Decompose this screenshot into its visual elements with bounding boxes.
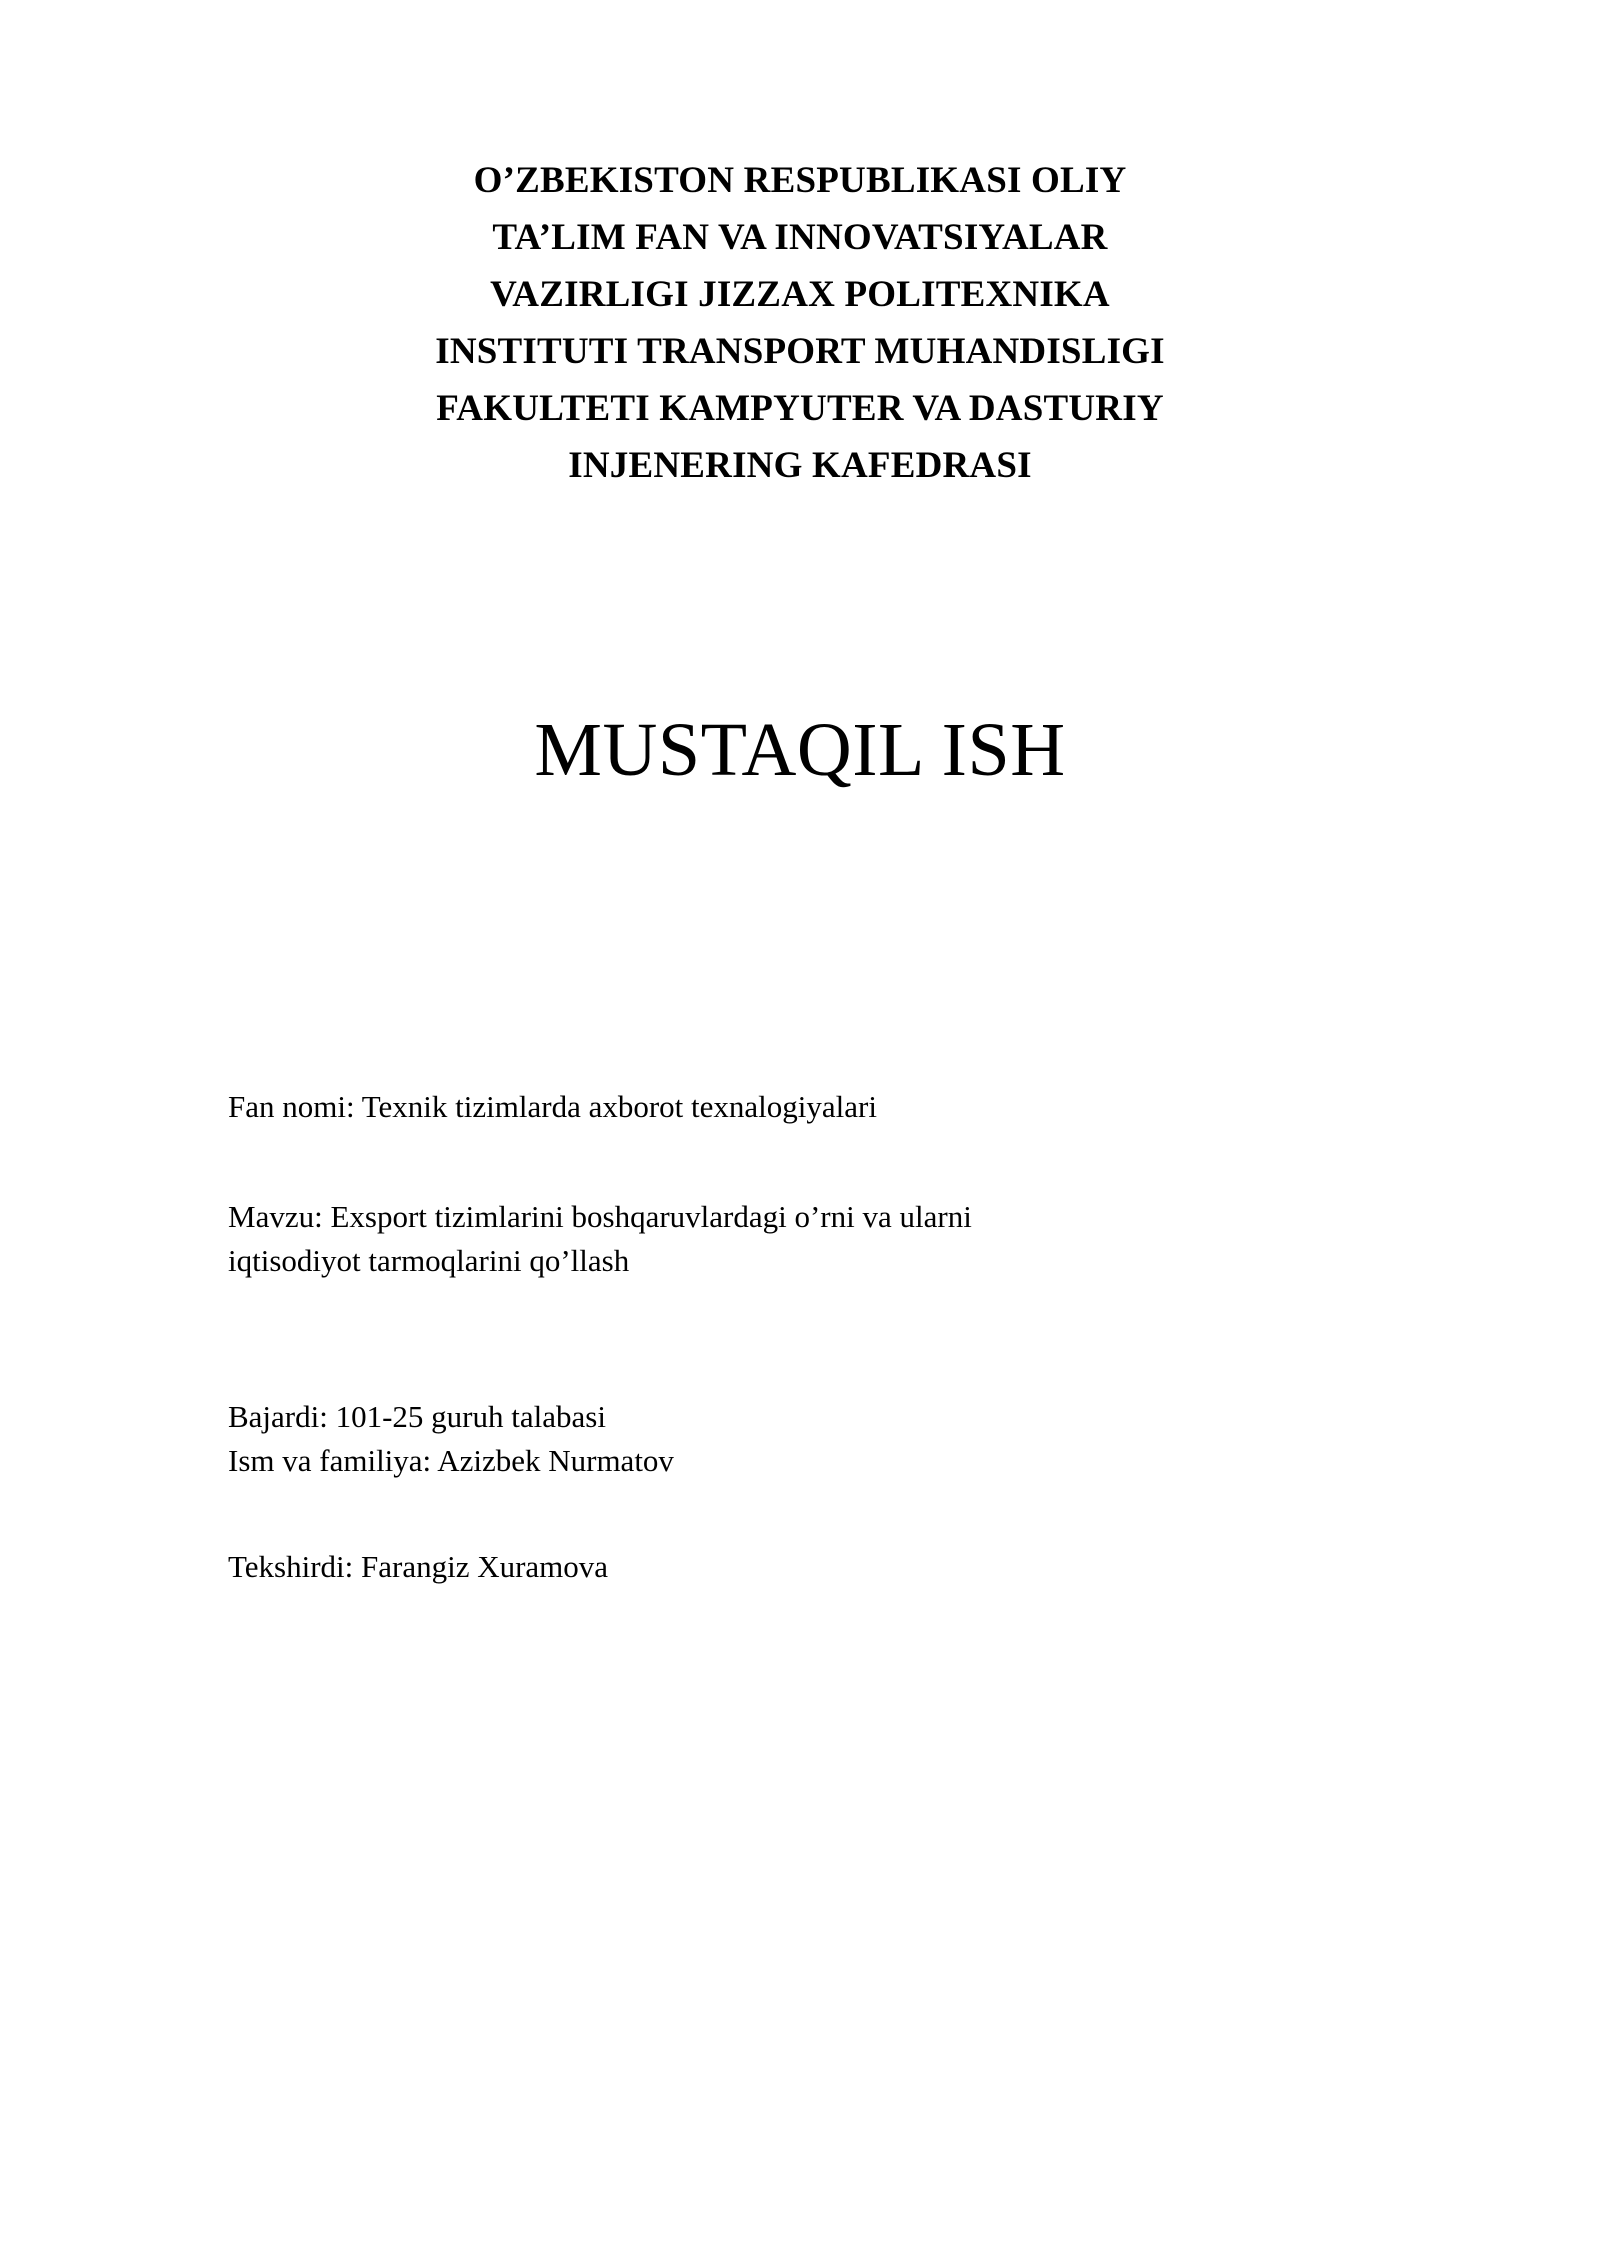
page-title: MUSTAQIL ISH: [534, 708, 1066, 792]
header-line-4: INSTITUTI TRANSPORT MUHANDISLIGI: [435, 331, 1165, 372]
checked-by-text: Tekshirdi: Farangiz Xuramova: [228, 1549, 609, 1584]
header-line-1: O’ZBEKISTON RESPUBLIKASI OLIY: [473, 160, 1127, 201]
subject-field: [228, 1085, 1228, 1129]
institution-header: [200, 152, 1400, 494]
header-line-2: TA’LIM FAN VA INNOVATSIYALAR: [492, 217, 1108, 258]
topic-text-line1: Mavzu: Exsport tizimlarini boshqaruvlardagi o’rni va ularni: [228, 1199, 972, 1234]
header-line-3: VAZIRLIGI JIZZAX POLITEXNIKA: [490, 274, 1110, 315]
header-line-5: FAKULTETI KAMPYUTER VA DASTURIY: [436, 388, 1164, 429]
topic-field: [228, 1195, 1228, 1283]
author-name-text: Ism va familiya: Azizbek Nurmatov: [228, 1443, 674, 1478]
subject-text: Fan nomi: Texnik tizimlarda axborot texnalogiyalari: [228, 1089, 877, 1124]
checker-field: [228, 1545, 1228, 1589]
topic-text-line2: iqtisodiyot tarmoqlarini qo’llash: [228, 1243, 630, 1278]
author-field: [228, 1395, 1228, 1483]
header-line-6: INJENERING KAFEDRASI: [568, 445, 1032, 486]
performed-by-text: Bajardi: 101-25 guruh talabasi: [228, 1399, 606, 1434]
